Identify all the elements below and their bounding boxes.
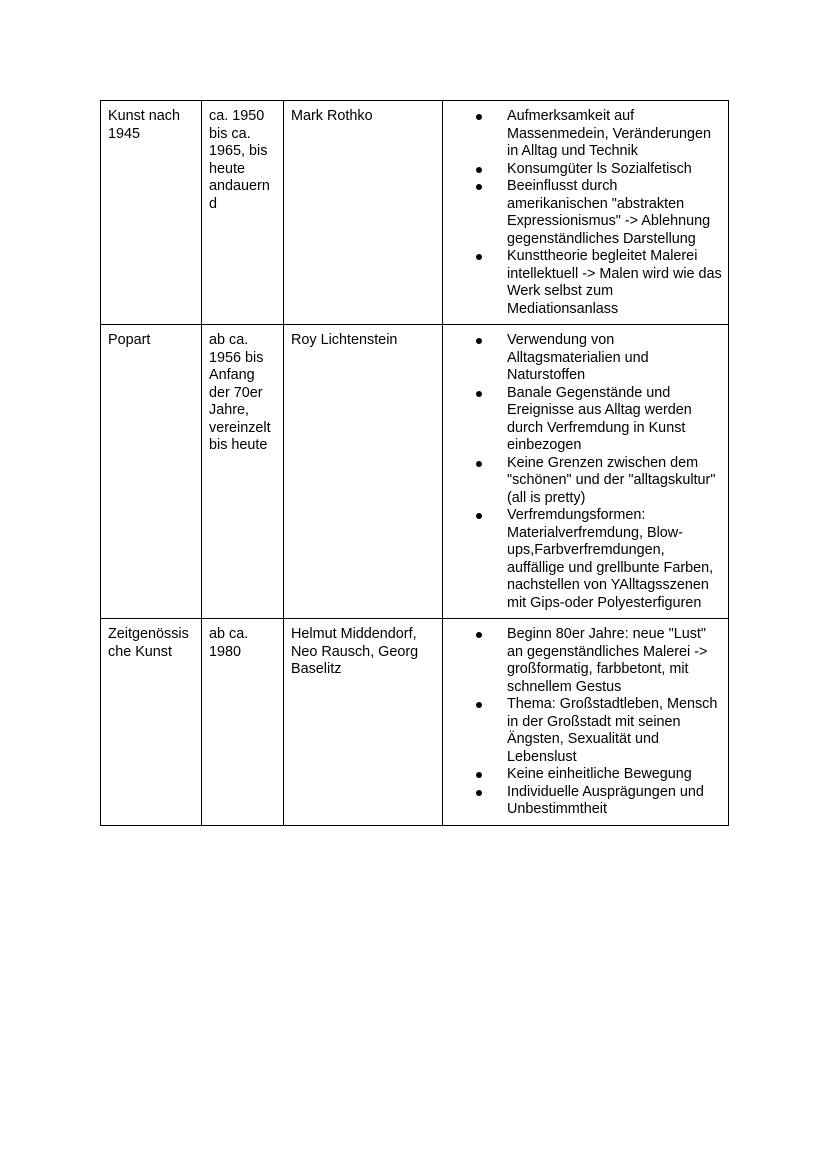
list-item <box>476 784 722 819</box>
period-cell: ab ca. 1980 <box>202 619 284 826</box>
bullet-icon <box>476 790 482 796</box>
bullet-icon <box>476 254 482 260</box>
bullet-icon <box>476 338 482 344</box>
list-item <box>476 766 722 784</box>
list-item <box>476 507 722 612</box>
artists-cell: Mark Rothko <box>284 101 443 325</box>
bullet-icon <box>476 772 482 778</box>
bullet-icon <box>476 632 482 638</box>
list-item-text: Beginn 80er Jahre: neue "Lust" an gegenständliches Malerei -> großformatig, farbbetont, mit schnellem Gestus <box>507 626 708 695</box>
list-item <box>476 108 722 161</box>
bullet-icon <box>476 391 482 397</box>
period-cell: ab ca. 1956 bis Anfang der 70er Jahre, vereinzelt bis heute <box>202 325 284 619</box>
list-item-text: Verwendung von Alltagsmaterialien und Naturstoffen <box>507 332 649 383</box>
characteristics-list <box>450 626 722 819</box>
bullet-icon <box>476 167 482 173</box>
list-item <box>476 455 722 508</box>
era-cell: Kunst nach 1945 <box>101 101 202 325</box>
list-item <box>476 696 722 766</box>
bullet-icon <box>476 702 482 708</box>
list-item-text: Beeinflusst durch amerikanischen "abstrakten Expressionismus" -> Ablehnung gegenständliches Darstellung <box>507 178 711 247</box>
art-history-table <box>100 100 729 826</box>
era-cell: Zeitgenössis che Kunst <box>101 619 202 826</box>
list-item-text: Individuelle Ausprägungen und Unbestimmtheit <box>507 783 704 817</box>
list-item-text: Kunsttheorie begleitet Malerei intellektuell -> Malen wird wie das Werk selbst zum Mediationsanlass <box>507 248 722 317</box>
characteristics-cell <box>443 101 729 325</box>
bullet-icon <box>476 114 482 120</box>
list-item <box>476 161 722 179</box>
table-row <box>101 325 729 619</box>
list-item-text: Verfremdungsformen: Materialverfremdung, Blow-ups,Farbverfremdungen, auffällige und grellbunte Farben, nachstellen von YAlltagsszenen mit Gips-oder Polyesterfiguren <box>507 507 714 611</box>
table-row <box>101 619 729 826</box>
characteristics-list <box>450 332 722 612</box>
characteristics-cell <box>443 325 729 619</box>
list-item <box>476 385 722 455</box>
list-item-text: Keine einheitliche Bewegung <box>507 766 692 782</box>
bullet-icon <box>476 513 482 519</box>
characteristics-cell <box>443 619 729 826</box>
list-item-text: Keine Grenzen zwischen dem "schönen" und der "alltagskultur" (all is pretty) <box>507 454 716 506</box>
artists-cell: Roy Lichtenstein <box>284 325 443 619</box>
bullet-icon <box>476 461 482 467</box>
list-item <box>476 248 722 318</box>
period-cell: ca. 1950 bis ca. 1965, bis heute andauern d <box>202 101 284 325</box>
list-item-text: Aufmerksamkeit auf Massenmedein, Veränderungen in Alltag und Technik <box>507 108 712 159</box>
bullet-icon <box>476 184 482 190</box>
era-cell: Popart <box>101 325 202 619</box>
list-item <box>476 626 722 696</box>
table-row <box>101 101 729 325</box>
list-item <box>476 178 722 248</box>
list-item-text: Thema: Großstadtleben, Mensch in der Großstadt mit seinen Ängsten, Sexualität und Lebenslust <box>507 696 718 765</box>
list-item-text: Konsumgüter ls Sozialfetisch <box>507 160 692 177</box>
artists-cell: Helmut Middendorf, Neo Rausch, Georg Baselitz <box>284 619 443 826</box>
characteristics-list <box>450 108 722 318</box>
list-item-text: Banale Gegenstände und Ereignisse aus Alltag werden durch Verfremdung in Kunst einbezogen <box>507 384 692 453</box>
list-item <box>476 332 722 385</box>
